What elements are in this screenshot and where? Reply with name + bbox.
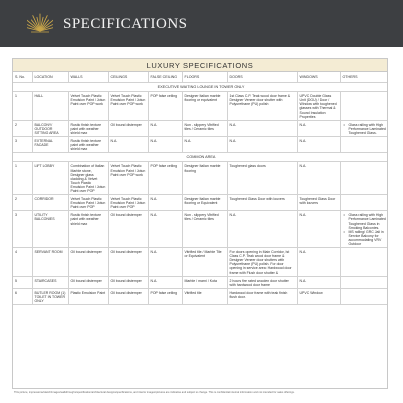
cell-location: LIFT LOBBY [32, 162, 68, 195]
cell-windows: N.A. [297, 120, 340, 136]
cell-windows: N.A. [297, 137, 340, 153]
cell-ceilings: N.A. [108, 137, 148, 153]
cell-no: 4 [13, 248, 32, 277]
column-header: S. No. [13, 72, 32, 83]
cell-false-ceiling: POP false ceiling [148, 288, 182, 304]
cell-false-ceiling: N.A. [148, 120, 182, 136]
cell-walls: Rustic finish texture paint with weather shield max [68, 137, 108, 153]
page-title: SPECIFICATIONS [63, 16, 188, 32]
cell-doors: Toughened glass doors [227, 162, 297, 195]
cell-windows: N.A. [297, 276, 340, 288]
cell-floors: Non - slippery Vitrified tiles / Ceramic tiles [182, 211, 227, 248]
cell-floors: Designer Italian marble flooring or equivalent [182, 92, 227, 121]
column-header: CEILINGS [108, 72, 148, 83]
others-item: • MS railing/ GRC Jali in Service Balcony for accommodating VRV Outdoor [343, 230, 388, 246]
cell-false-ceiling: POP false ceiling [148, 92, 182, 121]
cell-ceilings: Velvet Touch Plastic Emulsion Paint / Jotun Paint over POP work [108, 92, 148, 121]
cell-location: STAIRCASES [32, 276, 68, 288]
cell-floors: Designer Italian marble flooring [182, 162, 227, 195]
cell-others [340, 195, 388, 211]
table-row [13, 92, 388, 121]
section-title: COMMON AREA [13, 153, 388, 162]
cell-walls: Oil bound distemper [68, 276, 108, 288]
cell-doors: For doors opening in Main Corridor, Ist Class C.P. Teak wood door frame & Designer Veneer door shutters with Polyurethane (PU) polish. For door opening in service area: Hardwood door frame with Flush door shutter & [227, 248, 297, 277]
cell-others [340, 211, 388, 248]
cell-ceilings: Oil bound distemper [108, 288, 148, 304]
table-row [13, 162, 388, 195]
cell-others [340, 162, 388, 195]
cell-doors: 2 hours fire rated wooden door shutter with hardwood door frame [227, 276, 297, 288]
cell-walls: Combination of Italian Marble stone, Designer glass cladding & Velvet Touch Plastic Emulsion Paint / Jotun Paint over POP [68, 162, 108, 195]
table-row [13, 288, 388, 304]
cell-windows: N.A. [297, 248, 340, 277]
cell-no: 3 [13, 137, 32, 153]
cell-doors: N.A. [227, 120, 297, 136]
cell-others [340, 92, 388, 121]
cell-ceilings: Oil bound distemper [108, 248, 148, 277]
table-row [13, 211, 388, 248]
cell-location: HALL [32, 92, 68, 121]
specifications-document [12, 58, 388, 389]
column-header: FALSE CEILING [148, 72, 182, 83]
cell-walls: Plastic Emulsion Paint [68, 288, 108, 304]
others-item: • Glass railing with High Performance Laminated Toughened Glass in Smoking Balconies. [343, 213, 388, 229]
cell-ceilings: Velvet Touch Plastic Emulsion Paint / Jotun Paint over POP work [108, 162, 148, 195]
cell-location: BALCONY/ OUTDOOR SITTING AREA [32, 120, 68, 136]
others-list [343, 123, 388, 135]
cell-windows: UPVC Double Glass Unit (DGU) / Door / Window with toughened glasses with Thermal & Sound Insulation Properties [297, 92, 340, 121]
cell-floors: Designer Italian marble flooring or Equivalent [182, 195, 227, 211]
cell-doors: Toughened Glass Door with louvers [227, 195, 297, 211]
column-header: WINDOWS [297, 72, 340, 83]
cell-windows: N.A. [297, 162, 340, 195]
cell-no: 1 [13, 92, 32, 121]
page-header [0, 0, 403, 47]
cell-false-ceiling: N.A. [148, 276, 182, 288]
cell-doors: Hardwood door frame with teak finish flush door. [227, 288, 297, 304]
cell-doors: N.A. [227, 211, 297, 248]
cell-no: 2 [13, 195, 32, 211]
cell-others [340, 276, 388, 288]
document-title: LUXURY SPECIFICATIONS [13, 59, 387, 72]
cell-windows: Toughened Glass Door with louvers [297, 195, 340, 211]
cell-floors: Marble / marni / Kota [182, 276, 227, 288]
cell-ceilings: Oil bound distemper [108, 211, 148, 248]
column-header: OTHERS [340, 72, 388, 83]
cell-doors: 1st Class C.P. Teak wood door frame & Designer Veneer door shutter with Polyurethane (PU) polish [227, 92, 297, 121]
cell-no: 1 [13, 162, 32, 195]
cell-windows: UPVC Window [297, 288, 340, 304]
section-title: EXECUTIVE WAITING LOUNGE IN TOWER ONLY [13, 83, 388, 92]
specifications-table [13, 72, 388, 305]
column-header: DOORS [227, 72, 297, 83]
cell-floors: N.A. [182, 137, 227, 153]
cell-ceilings: Oil bound distemper [108, 120, 148, 136]
cell-walls: Velvet Touch Plastic Emulsion Paint / Jotun Paint over POP [68, 195, 108, 211]
cell-false-ceiling: POP false ceiling [148, 162, 182, 195]
table-row [13, 195, 388, 211]
cell-floors: Non - slippery Vitrified tiles / Ceramic tiles [182, 120, 227, 136]
column-header: LOCATION [32, 72, 68, 83]
others-item: • Glass railing with High Performance Laminated Toughened Glass. [343, 123, 388, 135]
cell-false-ceiling: N.A. [148, 195, 182, 211]
table-header-row [13, 72, 388, 83]
cell-location: BUTLER ROOM (1) TOILET IN TOWER ONLY [32, 288, 68, 304]
column-header: WALLS [68, 72, 108, 83]
cell-ceilings: Velvet Touch Plastic Emulsion Paint / Jotun Paint over POP [108, 195, 148, 211]
section-row [13, 153, 388, 162]
cell-location: UTILITY BALCONIES [32, 211, 68, 248]
table-row [13, 276, 388, 288]
cell-no: 6 [13, 288, 32, 304]
cell-floors: Vitrified tile / Marble Tile or Equivalent [182, 248, 227, 277]
cell-others [340, 288, 388, 304]
cell-false-ceiling: N.A. [148, 248, 182, 277]
cell-false-ceiling: N.A. [148, 211, 182, 248]
cell-walls: Rustic finish texture paint with weather shield max [68, 211, 108, 248]
cell-others [340, 120, 388, 136]
fan-logo-icon [27, 11, 53, 33]
cell-no: 2 [13, 120, 32, 136]
disclaimer-footnote: This picture, impressions/sketch/images/walkthroughs/specification/architectural designs/specifications, and interior images/pictures are indicative and subject to change. This is confidential internal information and not intended for sales offerings. [14, 391, 295, 394]
cell-walls: Velvet Touch Plastic Emulsion Paint / Jotun Paint over POP work [68, 92, 108, 121]
cell-ceilings: Oil bound distemper [108, 276, 148, 288]
cell-doors: N.A. [227, 137, 297, 153]
cell-false-ceiling: N.A. [148, 137, 182, 153]
cell-others [340, 248, 388, 277]
cell-location: CORRIDOR [32, 195, 68, 211]
cell-no: 3 [13, 211, 32, 248]
column-header: FLOORS [182, 72, 227, 83]
table-row [13, 248, 388, 277]
cell-windows: N.A. [297, 211, 340, 248]
cell-location: EXTERNAL FACADE [32, 137, 68, 153]
cell-others [340, 137, 388, 153]
section-row [13, 83, 388, 92]
cell-walls: Oil bound distemper [68, 248, 108, 277]
cell-location: SERVANT ROOM [32, 248, 68, 277]
cell-walls: Rustic finish texture paint with weather shield max [68, 120, 108, 136]
cell-floors: Vitrified tile [182, 288, 227, 304]
table-row [13, 137, 388, 153]
cell-no: 5 [13, 276, 32, 288]
others-list [343, 213, 388, 246]
table-row [13, 120, 388, 136]
